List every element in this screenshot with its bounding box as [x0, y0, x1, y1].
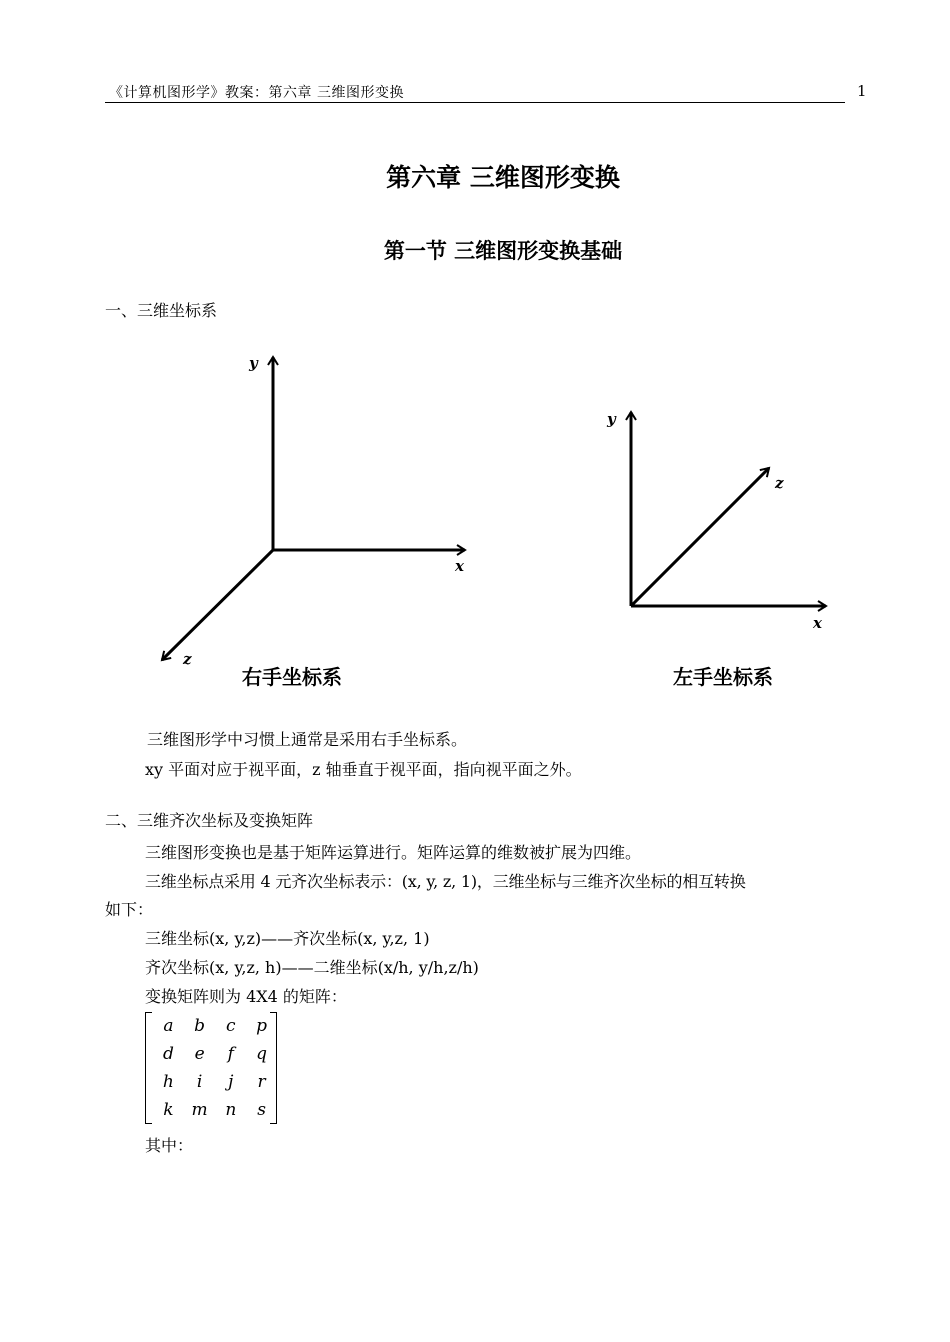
- matrix-cell: c: [226, 1016, 236, 1036]
- page-number: 1: [857, 82, 867, 100]
- section2-paragraph-2-line-1: 三维坐标点采用 4 元齐次坐标表示：(x, y, z, 1)，三维坐标与三维齐次坐标的相互转换: [145, 872, 746, 891]
- section1-heading: 一、三维坐标系: [105, 301, 218, 320]
- matrix-row: [153, 1068, 277, 1096]
- lh-x-label: x: [813, 614, 822, 632]
- conversion-homogeneous-to-3d: 齐次坐标(x, y,z, h)——二维坐标(x/h, y/h,z/h): [145, 958, 479, 977]
- matrix-cell: h: [162, 1072, 174, 1092]
- rh-z-label: z: [183, 650, 192, 668]
- section-title: 第一节 三维图形变换基础: [383, 239, 623, 263]
- transform-matrix: [145, 1012, 277, 1124]
- matrix-cell: f: [227, 1044, 234, 1064]
- coordinate-systems-figure: [0, 330, 950, 700]
- matrix-cell: n: [225, 1100, 237, 1120]
- page-header: [105, 80, 845, 103]
- matrix-cell: k: [163, 1100, 174, 1120]
- rh-y-label: y: [249, 354, 258, 372]
- matrix-row: [153, 1096, 277, 1124]
- rh-caption: 右手坐标系: [242, 665, 342, 689]
- matrix-cell: q: [256, 1044, 268, 1064]
- matrix-cell: s: [257, 1100, 266, 1120]
- matrix-cell: r: [257, 1072, 266, 1092]
- matrix-intro: 变换矩阵则为 4X4 的矩阵：: [145, 987, 347, 1006]
- matrix-cell: m: [191, 1100, 208, 1120]
- where-label: 其中：: [145, 1136, 194, 1155]
- matrix-cell: e: [194, 1044, 205, 1064]
- header-text: 《计算机图形学》教案：第六章 三维图形变换: [109, 85, 404, 101]
- section2-paragraph-2-line-2: 如下：: [105, 900, 154, 919]
- matrix-row: [153, 1040, 277, 1068]
- matrix-cell: d: [162, 1044, 174, 1064]
- lh-z-axis: [631, 468, 769, 606]
- chapter-title: 第六章 三维图形变换: [386, 163, 620, 192]
- lh-y-label: y: [607, 410, 616, 428]
- section1-paragraph-2: xy 平面对应于视平面，z 轴垂直于视平面，指向视平面之外。: [145, 760, 582, 779]
- matrix-cell: i: [196, 1072, 203, 1092]
- matrix-row: [153, 1012, 277, 1040]
- matrix-grid: [153, 1012, 277, 1124]
- left-hand-axes: [606, 410, 826, 689]
- rh-x-label: x: [455, 557, 464, 575]
- conversion-3d-to-homogeneous: 三维坐标(x, y,z)——齐次坐标(x, y,z, 1): [145, 929, 430, 948]
- lh-z-label: z: [775, 474, 784, 492]
- matrix-cell: b: [194, 1016, 206, 1036]
- matrix-cell: a: [163, 1016, 174, 1036]
- matrix-cell: j: [228, 1072, 234, 1092]
- lh-caption: 左手坐标系: [673, 665, 773, 689]
- right-hand-axes: [162, 354, 465, 689]
- section2-paragraph-1: 三维图形变换也是基于矩阵运算进行。矩阵运算的维数被扩展为四维。: [145, 843, 642, 862]
- matrix-left-bracket: [145, 1012, 152, 1124]
- section2-heading: 二、三维齐次坐标及变换矩阵: [105, 811, 314, 830]
- section1-paragraph-1: 三维图形学中习惯上通常是采用右手坐标系。: [147, 730, 468, 749]
- matrix-cell: p: [256, 1016, 268, 1036]
- rh-z-axis: [162, 550, 273, 660]
